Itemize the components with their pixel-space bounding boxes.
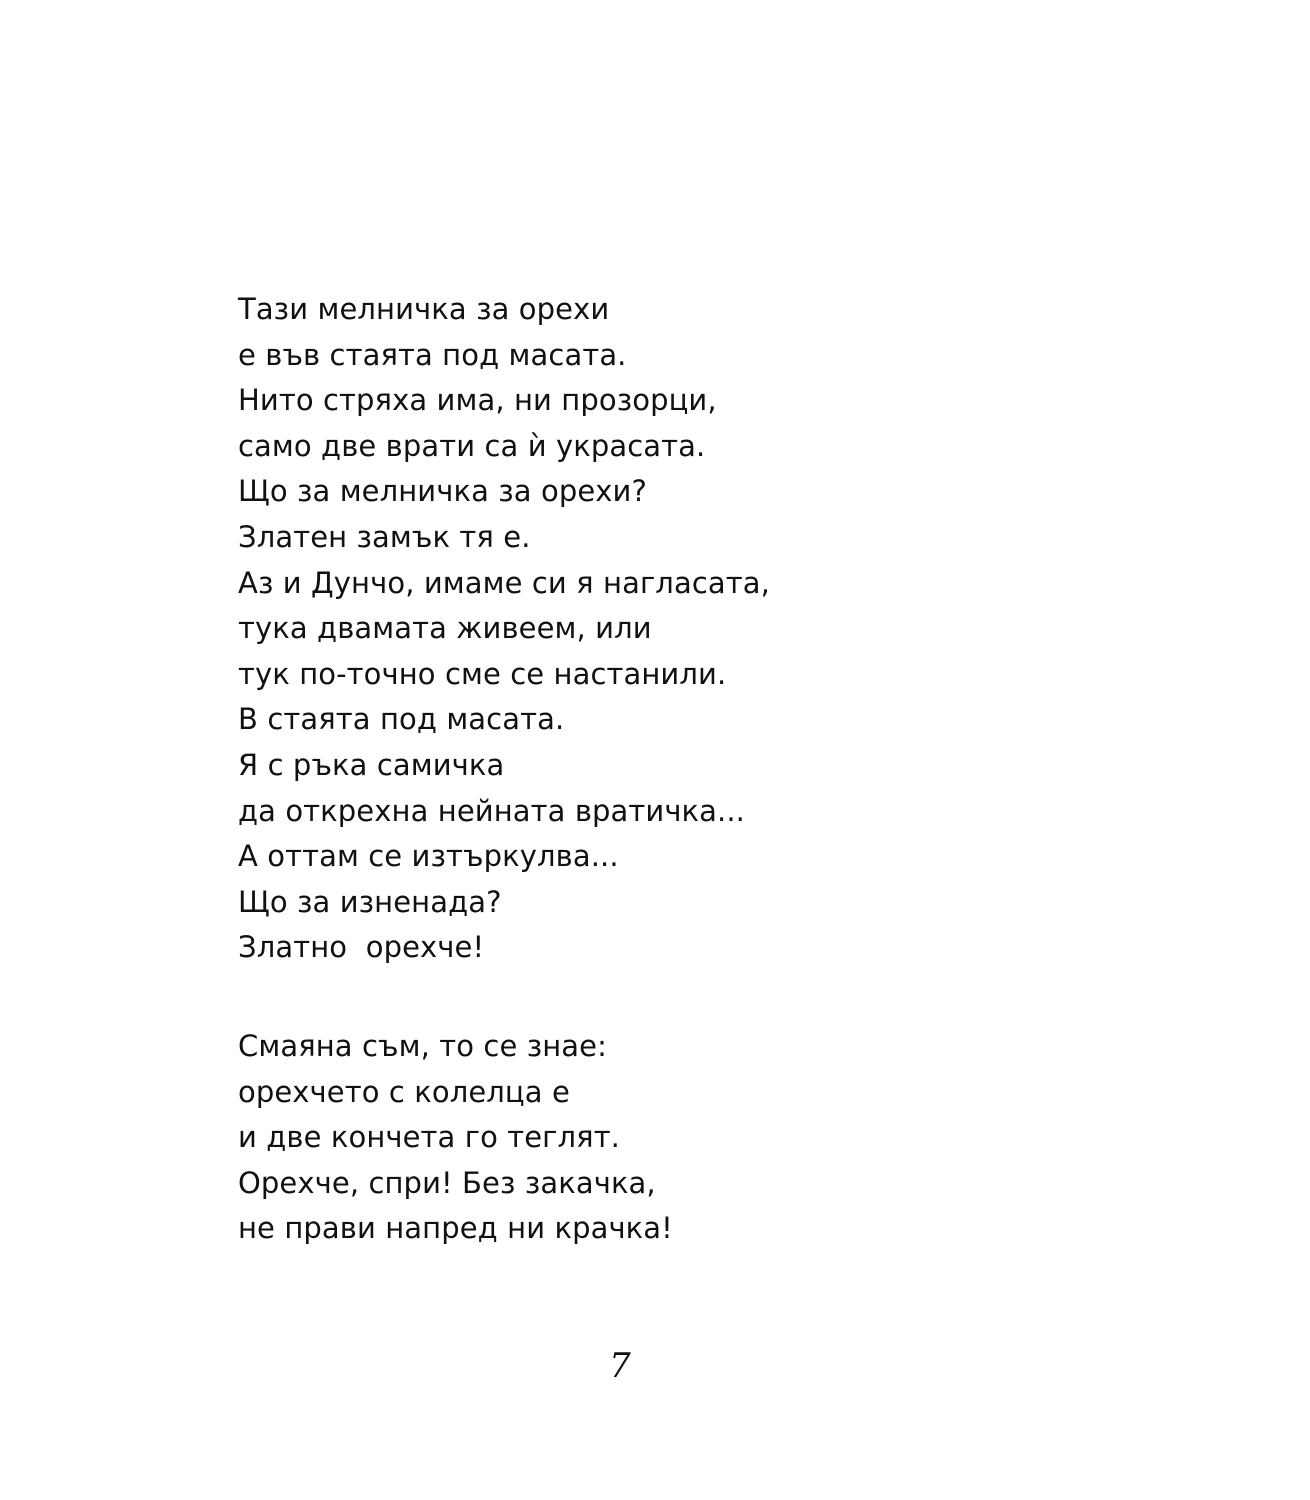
poem-line: и две кончета го теглят. — [238, 1120, 621, 1155]
poem-line: Я с ръка самичка — [238, 747, 505, 782]
poem-line: да открехна нейната вратичка... — [238, 793, 746, 828]
poem-line: е във стаята под масата. — [238, 337, 627, 372]
stanza-2 — [238, 1024, 1138, 1252]
poem-line: Аз и Дунчо, имаме си я нагласата, — [238, 565, 770, 600]
page-number: 7 — [609, 1346, 631, 1386]
poem-line: Смаяна съм, то се знае: — [238, 1028, 607, 1063]
stanza-1 — [238, 287, 1138, 971]
poem-line: само две врати са ѝ украсата. — [238, 428, 706, 463]
poem — [238, 287, 1138, 1252]
poem-line: Тази мелничка за орехи — [238, 292, 610, 326]
poem-line: тука двамата живеем, или — [238, 611, 652, 646]
poem-line: Нито стряха има, ни прозорци, — [238, 383, 717, 418]
poem-line: Що за изненада? — [238, 884, 502, 919]
poem-line: А оттам се изтъркулва... — [238, 839, 619, 874]
poem-line: Що за мелничка за орехи? — [238, 474, 647, 509]
poem-line: орехчето с колелца е — [238, 1074, 570, 1109]
poem-line: не прави напред ни крачка! — [238, 1211, 673, 1246]
poem-line: Орехче, спри! Без закачка, — [238, 1165, 656, 1200]
poem-line: В стаята под масата. — [238, 702, 565, 737]
poem-line: тук по-точно сме се настанили. — [238, 656, 727, 691]
poem-line: Златен замък тя е. — [238, 519, 531, 554]
poem-line: Златно орехче! — [238, 930, 485, 965]
